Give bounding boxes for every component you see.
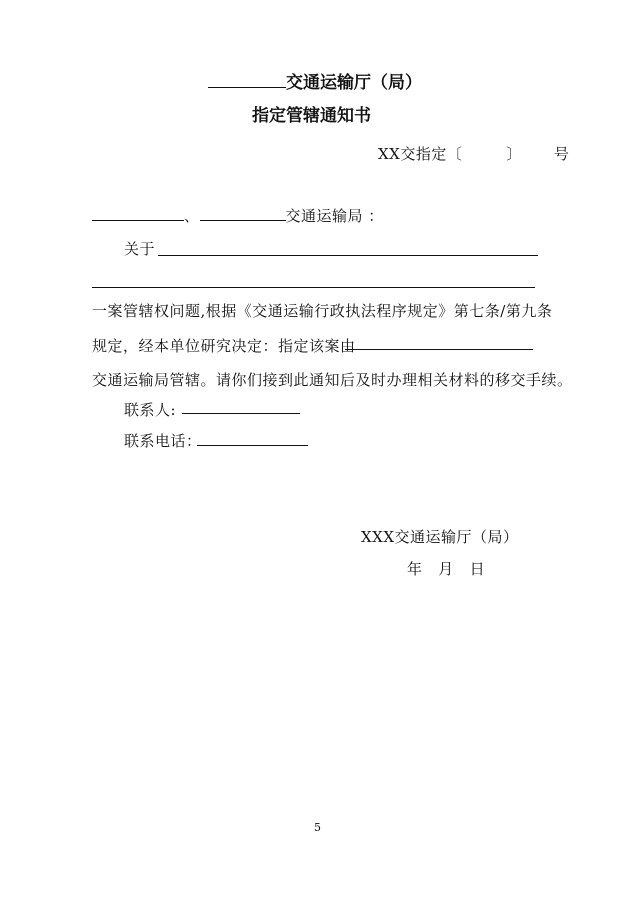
addressee-blank-2 [200, 206, 286, 221]
doc-number [378, 143, 569, 164]
contact-person-label: 联系人: [124, 401, 177, 419]
contact-phone-blank [197, 445, 308, 446]
addressee-line [92, 205, 384, 226]
about-label: 关于 [124, 240, 156, 258]
addressee-suffix: 交通运输局 ： [285, 207, 384, 225]
addressee-separator: 、 [184, 207, 200, 225]
signature-org: XXX交通运输厅（局） [361, 528, 519, 546]
contact-phone-label: 联系电话： [124, 432, 202, 450]
page-number: 5 [314, 821, 321, 834]
document-subtitle: 指定管辖通知书 [252, 106, 371, 126]
body-line-5: 交通运输局管辖。请你们接到此通知后及时办理相关材料的移交手续。 [92, 371, 573, 389]
designee-blank [345, 349, 533, 350]
case-blank-line [92, 287, 535, 288]
document-title [208, 68, 422, 93]
doc-number-suffix: 号 [553, 145, 570, 163]
about-blank [158, 255, 538, 256]
addressee-blank-1 [92, 206, 184, 221]
contact-person-blank [182, 413, 300, 414]
title-blank [208, 73, 286, 88]
body-line-4-text: 规定，经本单位研究决定：指定该案由 [92, 337, 356, 355]
body-line-4 [92, 335, 356, 356]
doc-number-close: 〕 [506, 145, 522, 163]
body-line-3: 一案管辖权问题,根据《交通运输行政执法程序规定》第七条/第九条 [92, 302, 553, 320]
doc-number-prefix: XX交指定〔 [378, 145, 463, 163]
title-suffix: 交通运输厅（局） [286, 73, 422, 93]
signature-date: 年 月 日 [407, 560, 486, 578]
